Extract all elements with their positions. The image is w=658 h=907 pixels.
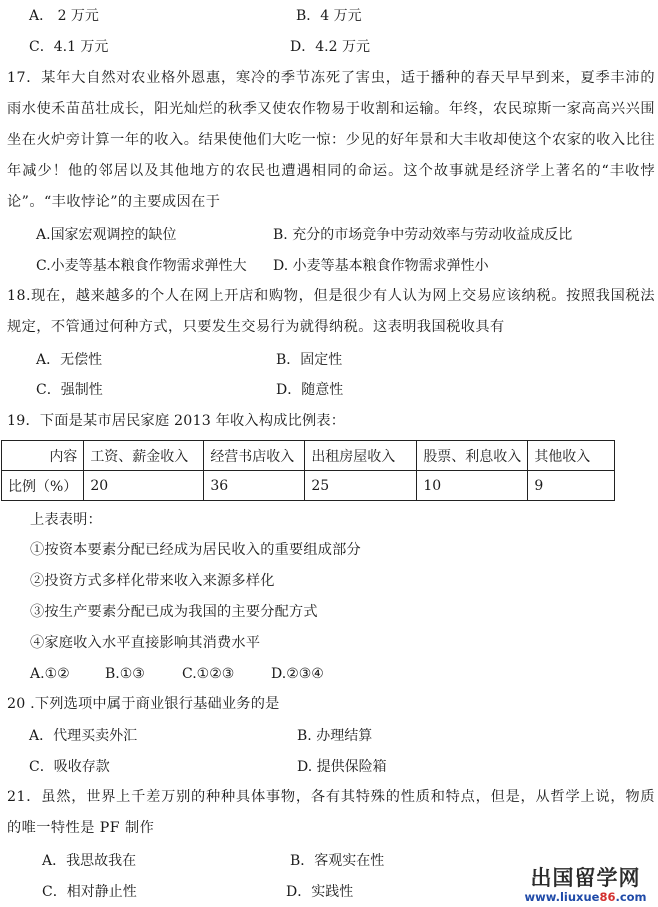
q19-statement-1: ①按资本要素分配已经成为居民收入的重要组成部分 [30, 542, 361, 558]
q21-option-b [290, 851, 384, 871]
q21-stem [7, 782, 655, 844]
q17-option-a [36, 225, 177, 245]
option-label: D． [276, 382, 302, 398]
option-text: 固定性 [300, 352, 343, 368]
option-text: 强制性 [60, 382, 103, 398]
option-label: A． [29, 728, 54, 744]
watermark-url-accent: 86 [599, 890, 616, 904]
question-text: 下列选项中属于商业银行基础业务的是 [34, 696, 280, 712]
option-label: D． [290, 39, 316, 55]
table-row [2, 471, 615, 501]
q21-option-c [42, 882, 137, 902]
option-text: 实践性 [311, 884, 354, 900]
option-label: D. [273, 258, 289, 274]
q20-option-d [297, 757, 387, 777]
option-label: B． [290, 853, 315, 869]
option-text: 充分的市场竞争中劳动效率与劳动收益成反比 [287, 227, 573, 243]
option-label: C． [29, 759, 54, 775]
q19-statement-3: ③按生产要素分配已成为我国的主要分配方式 [30, 604, 318, 620]
table-cell: 25 [305, 471, 417, 501]
q18-option-c [36, 380, 103, 400]
q18-option-d [276, 380, 343, 400]
table-cell: 10 [417, 471, 528, 501]
q17-option-b [273, 225, 572, 245]
table-header-label: 内容 [2, 441, 84, 471]
q19-option-c [182, 664, 234, 684]
question-number: 18. [7, 288, 31, 304]
q18-option-b [276, 350, 342, 370]
q19-stem [7, 411, 345, 431]
option-text: ①② [44, 666, 70, 682]
option-text: 我思故我在 [66, 853, 137, 869]
watermark-url-prefix: www.liuxue [524, 890, 600, 904]
table-column-header: 工资、薪金收入 [84, 441, 204, 471]
option-label: B． [296, 8, 321, 24]
option-text: 办理结算 [311, 728, 373, 744]
table-cell: 20 [84, 471, 204, 501]
option-label: C． [36, 382, 61, 398]
table-row-label: 比例（%） [2, 471, 84, 501]
option-text: ①②③ [196, 666, 235, 682]
option-label: A． [42, 853, 67, 869]
q16-option-d [290, 37, 370, 57]
option-text: 客观实在性 [314, 853, 385, 869]
watermark-url-suffix: .com [615, 890, 647, 904]
option-label: A． [29, 8, 54, 24]
q19-option-b [105, 664, 145, 684]
q19-lead: 上表表明： [30, 512, 102, 528]
option-label: A. [30, 666, 45, 682]
option-text: 随意性 [301, 382, 344, 398]
table-cell: 36 [204, 471, 305, 501]
question-text: 现在，越来越多的个人在网上开店和购物，但是很少有人认为网上交易应该纳税。按照我国税法规定，不管通过何种方式，只要发生交易行为就得纳税。这表明我国税收具有 [7, 288, 655, 335]
option-text: 国家宏观调控的缺位 [50, 227, 177, 243]
q19-option-a [30, 664, 70, 684]
q17-stem [7, 63, 655, 218]
option-label: C. [36, 258, 51, 274]
question-text: 某年大自然对农业格外恩惠，寒冷的季节冻死了害虫，适于播种的春天早早到来，夏季丰沛的雨水使禾苗茁壮成长，阳光灿烂的秋季又使农作物易于收割和运输。年终，农民琼斯一家高高兴兴围坐在火炉旁计算一年的收入。结果使他们大吃一惊：少见的好年景和大丰收却使这个农家的收入比往年减少！他的邻居以及其他地方的农民也遭遇相同的命运。这个故事就是经济学上著名的“丰收悖论”。“丰收悖论”的主要成因在于 [7, 70, 656, 210]
option-text: 吸收存款 [53, 759, 110, 775]
table-column-header: 其他收入 [528, 441, 615, 471]
option-label: B. [297, 728, 312, 744]
income-composition-table [1, 440, 615, 501]
option-label: C． [42, 884, 67, 900]
watermark-url [518, 890, 653, 904]
option-label: A． [36, 352, 61, 368]
question-text: 下面是某市居民家庭 2013 年收入构成比例表： [39, 413, 346, 429]
q18-stem [7, 281, 655, 343]
table-column-header: 股票、利息收入 [417, 441, 528, 471]
option-label: B． [276, 352, 301, 368]
q21-option-a [42, 851, 136, 871]
option-text: 提供保险箱 [312, 759, 387, 775]
q19-option-d [271, 664, 324, 684]
table-header-row [2, 441, 615, 471]
option-text: ①③ [119, 666, 145, 682]
question-number: 17． [7, 70, 42, 86]
q16-option-b [296, 6, 362, 26]
q19-statement-4: ④家庭收入水平直接影响其消费水平 [30, 635, 261, 651]
question-number: 20 . [7, 696, 35, 712]
q17-option-d [273, 256, 489, 276]
q18-option-a [36, 350, 102, 370]
q19-statement-2: ②投资方式多样化带来收入来源多样化 [30, 573, 275, 589]
q17-option-c [36, 256, 247, 276]
table-column-header: 经营书店收入 [204, 441, 305, 471]
option-text: 小麦等基本粮食作物需求弹性小 [288, 258, 489, 274]
watermark-site-name: 出国留学网 [530, 866, 641, 890]
question-text: 虽然，世界上千差万别的种种具体事物，各有其特殊的性质和特点，但是，从哲学上说，物质的唯一特性是 PF 制作 [7, 789, 656, 836]
option-text: 2 万元 [53, 8, 99, 24]
option-text: ②③④ [286, 666, 324, 682]
option-label: A. [36, 227, 51, 243]
option-text: 小麦等基本粮食作物需求弹性大 [50, 258, 247, 274]
option-label: C. [182, 666, 197, 682]
q20-option-c [29, 757, 110, 777]
q16-option-c [29, 37, 108, 57]
option-text: 代理买卖外汇 [53, 728, 138, 744]
option-text: 4.1 万元 [53, 39, 109, 55]
option-text: 4 万元 [320, 8, 362, 24]
q21-option-d [286, 882, 353, 902]
table-column-header: 出租房屋收入 [305, 441, 417, 471]
q16-option-a [29, 6, 99, 26]
question-number: 19． [7, 413, 40, 429]
option-text: 无偿性 [60, 352, 103, 368]
option-label: B. [273, 227, 288, 243]
q20-option-b [297, 726, 372, 746]
option-label: D． [286, 884, 312, 900]
q20-option-a [29, 726, 137, 746]
option-label: C． [29, 39, 54, 55]
option-text: 相对静止性 [66, 884, 137, 900]
option-text: 4.2 万元 [315, 39, 370, 55]
question-number: 21． [7, 789, 42, 805]
q20-stem [7, 694, 279, 714]
table-cell: 9 [528, 471, 615, 501]
option-label: B. [105, 666, 120, 682]
site-watermark [518, 866, 653, 904]
option-label: D. [297, 759, 313, 775]
option-label: D. [271, 666, 287, 682]
